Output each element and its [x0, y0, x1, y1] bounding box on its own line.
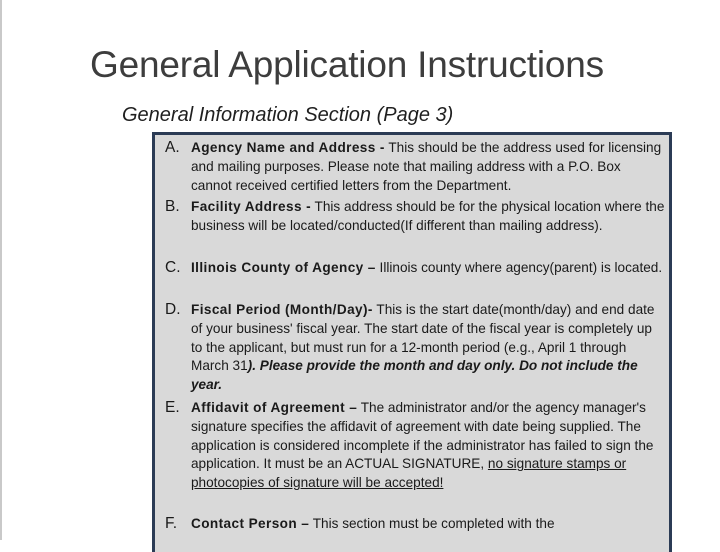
item-body — [191, 198, 665, 236]
item-letter: B. — [165, 198, 180, 215]
item-body — [191, 139, 665, 195]
instruction-item-c — [165, 259, 665, 278]
item-letter: F. — [165, 515, 178, 532]
slide-left-border — [0, 0, 2, 540]
item-text: This address should be for the physical location where the business will be located/conducted(If different than mailing address). — [191, 199, 665, 233]
instructions-panel — [152, 132, 672, 552]
instruction-item-d — [165, 301, 665, 395]
item-letter: C. — [165, 259, 181, 276]
item-text: The administrator and/or the agency manager's signature specifies the affidavit of agreement with date being supplied. The application is considered incomplete if the administrator has failed to sign the application. It must be an ACTUAL SIGNATURE, — [191, 400, 654, 472]
item-heading: Affidavit of Agreement – — [191, 400, 358, 415]
item-letter: D. — [165, 301, 181, 318]
instruction-item-f — [165, 515, 665, 534]
item-heading: Agency Name and Address - — [191, 140, 385, 155]
section-subtitle: General Information Section (Page 3) — [122, 104, 454, 126]
item-heading: Fiscal Period (Month/Day)- — [191, 302, 373, 317]
slide-title: General Application Instructions — [90, 44, 604, 85]
item-letter: A. — [165, 139, 180, 156]
item-body — [191, 399, 665, 493]
item-heading: Illinois County of Agency – — [191, 260, 376, 275]
item-body — [191, 259, 665, 278]
item-text: Illinois county where agency(parent) is located. — [375, 260, 663, 275]
instruction-item-e — [165, 399, 665, 493]
item-text: This should be the address used for licensing and mailing purposes. Please note that mailing address with a P.O. Box cannot received certified letters from the Department. — [191, 140, 662, 193]
item-text: This is the start date(month/day) and end date of your business' fiscal year. The start date of the fiscal year is completely up to the applicant, but must run for a 12-month period (e.g., April 1 through March 31 — [191, 302, 655, 374]
item-body — [191, 301, 665, 395]
item-letter: E. — [165, 399, 180, 416]
item-body — [191, 515, 665, 534]
item-emphasis: ). Please provide the month and day only. Do not include the year. — [191, 358, 638, 393]
item-underlined: no signature stamps or photocopies of signature will be accepted! — [191, 456, 627, 491]
item-text: This section must be completed with the — [309, 516, 555, 531]
item-heading: Contact Person – — [191, 516, 310, 531]
instruction-item-b — [165, 198, 665, 236]
instruction-item-a — [165, 139, 665, 195]
item-heading: Facility Address - — [191, 199, 312, 214]
